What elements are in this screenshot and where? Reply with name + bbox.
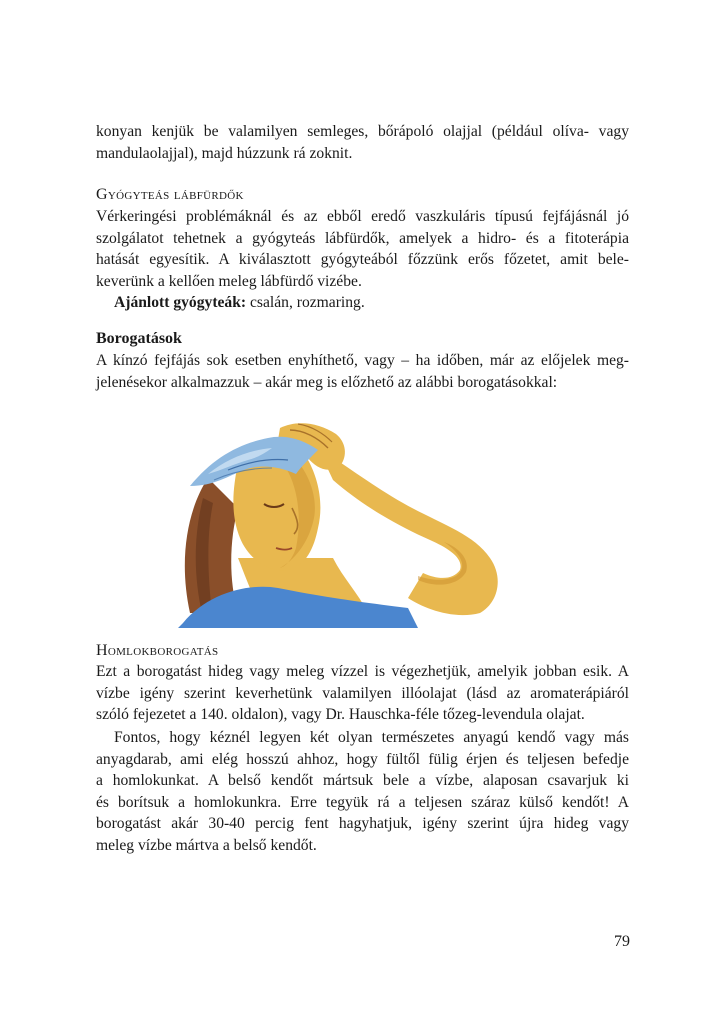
text-line: Vérkeringési problémáknál és az ebből eredő vaszkuláris típusú fejfájásnál jó [96,208,629,225]
text-line: jelenésekor alkalmazzuk – akár meg is előzhető az alábbi borogatásokkal: [96,373,558,391]
page-number: 79 [614,933,630,950]
text-line: és borítsuk a homlokunkra. Erre tegyük rá a teljesen száraz külső kendőt! A [96,793,629,811]
text-line: vízbe igény szerint keverhetünk valamilyen illóolajat (lásd az aromaterápiáról [96,684,629,702]
compress-paragraph [96,350,629,393]
text-line: a homlokunkat. A belső kendőt mártsuk bele a vízbe, alaposan csavarjuk ki [96,772,629,789]
text-line: hatását egyesítik. A kiválasztott gyógyteából főzzünk erős főzetet, amit bele- [96,251,629,268]
footbath-heading: Gyógyteás lábfürdők [96,186,244,203]
forehead-compress-illustration [168,408,520,628]
text-line: Fontos, hogy kéznél legyen két olyan természetes anyagú kendő vagy más [114,729,629,746]
text-line: szóló fejezetet a 140. oldalon), vagy Dr. Hauschka-féle tőzeg-levendula olajat. [96,706,585,723]
forehead-compress-heading: Homlokborogatás [96,642,219,659]
footbath-paragraph [96,206,629,314]
forehead-paragraph-1 [96,661,629,726]
text-line: meleg vízbe mártva a belső kendőt. [96,836,317,854]
text-line: konyan kenjük be valamilyen semleges, bőrápoló olajjal (például olíva- vagy [96,123,629,140]
text-line: A kínzó fejfájás sok esetben enyhíthető, vagy – ha időben, már az előjelek meg- [96,352,629,369]
intro-paragraph [96,121,629,164]
text-line: mandulaolajjal), majd húzzunk rá zoknit. [96,144,353,162]
text-line: anyagdarab, ami elég hosszú ahhoz, hogy fültől fülig érjen és teljesen befedje [96,750,629,768]
recommended-value: csalán, rozmaring. [246,294,365,311]
forehead-paragraph-2 [96,727,629,856]
text-line: Ezt a borogatást hideg vagy meleg vízzel is végezhetjük, amelyik jobban esik. A [96,663,629,680]
compress-heading: Borogatások [96,330,182,347]
text-line: szolgálatot tehetnek a gyógyteás lábfürdők, amelyek a hidro- és a fitoterápia [96,229,629,247]
recommended-label: Ajánlott gyógyteák: [114,294,247,311]
recommended-teas-line [96,292,629,314]
text-line: keverünk a kellően meleg lábfürdő vizébe. [96,272,362,290]
text-line: borogatást akár 30-40 percig fent hagyhatjuk, igény szerint újra hideg vagy [96,815,629,832]
